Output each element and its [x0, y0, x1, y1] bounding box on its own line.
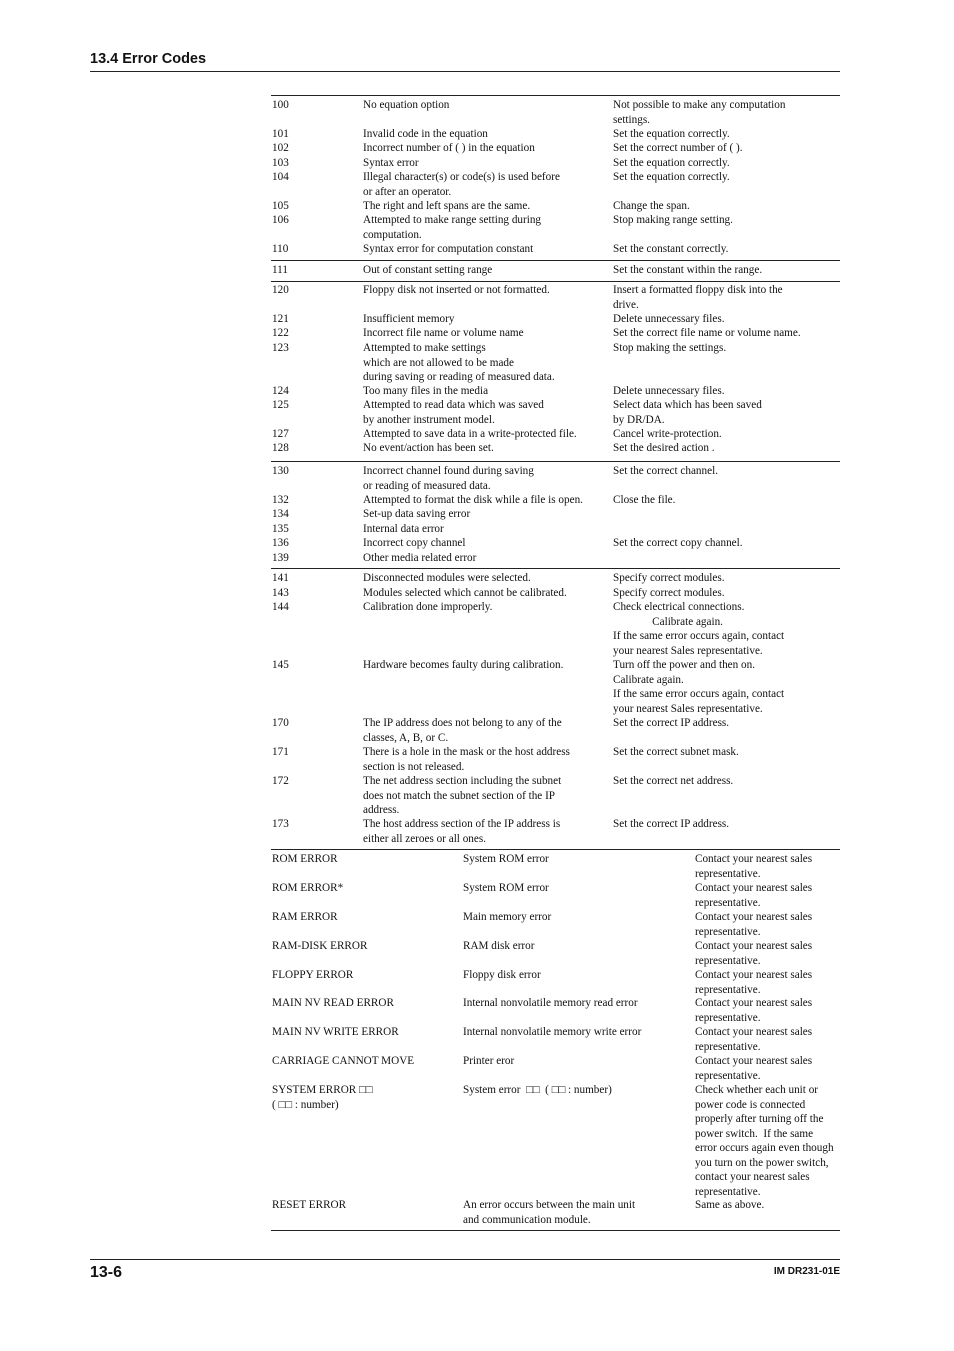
corrective-action: Contact your nearest sales representative.	[695, 853, 813, 880]
error-message: There is a hole in the mask or the host address section is not released.	[363, 746, 570, 773]
corrective-action: Not possible to make any computation settings.	[613, 99, 786, 126]
error-code: 139	[272, 552, 289, 564]
error-code: ROM ERROR*	[272, 882, 344, 894]
error-code: MAIN NV WRITE ERROR	[272, 1026, 399, 1038]
error-code: 132	[272, 494, 289, 506]
corrective-action: Contact your nearest sales representative.	[695, 1026, 813, 1053]
corrective-action: Same as above.	[695, 1199, 765, 1211]
corrective-action: Delete unnecessary files.	[613, 313, 725, 325]
corrective-action: Set the equation correctly.	[613, 128, 730, 140]
error-message: RAM disk error	[463, 940, 535, 952]
header-rule	[90, 71, 840, 72]
error-code: 136	[272, 537, 289, 549]
corrective-action: Check electrical connections. Calibrate again. If the same error occurs again, contact your nearest Sales representative.	[613, 601, 785, 657]
corrective-action: Set the correct subnet mask.	[613, 746, 739, 758]
error-message: Syntax error	[363, 157, 419, 169]
error-code: 170	[272, 717, 289, 729]
error-code: ROM ERROR	[272, 853, 338, 865]
corrective-action: Contact your nearest sales representative.	[695, 997, 813, 1024]
error-message: Attempted to format the disk while a file is open.	[363, 494, 583, 506]
error-message: An error occurs between the main unit and communication module.	[463, 1199, 636, 1226]
corrective-action: Set the correct file name or volume name.	[613, 327, 801, 339]
error-message: The net address section including the subnet does not match the subnet section of the IP address.	[363, 775, 562, 816]
error-code: 102	[272, 142, 289, 154]
error-code: 144	[272, 601, 289, 613]
error-message: The host address section of the IP address is either all zeroes or all ones.	[363, 818, 561, 845]
corrective-action: Set the equation correctly.	[613, 171, 730, 183]
error-code: 101	[272, 128, 289, 140]
error-code: CARRIAGE CANNOT MOVE	[272, 1055, 415, 1067]
corrective-action: Change the span.	[613, 200, 690, 212]
error-message: Disconnected modules were selected.	[363, 572, 531, 584]
error-code: 128	[272, 442, 289, 454]
error-section	[271, 464, 840, 569]
corrective-action: Set the correct copy channel.	[613, 537, 743, 549]
error-code: 127	[272, 428, 289, 440]
error-code: 123	[272, 342, 289, 354]
error-message: Insufficient memory	[363, 313, 455, 325]
corrective-action: Set the correct net address.	[613, 775, 734, 787]
corrective-action: Stop making the settings.	[613, 342, 727, 354]
error-code: 122	[272, 327, 289, 339]
corrective-action: Contact your nearest sales representative.	[695, 882, 813, 909]
error-code: 120	[272, 284, 289, 296]
error-code: 143	[272, 587, 289, 599]
corrective-action: Set the correct IP address.	[613, 717, 730, 729]
corrective-action: Check whether each unit or power code is connected properly after turning off the power switch. If the same error occurs again even though you turn on the power switch, contact your nearest sales representative.	[695, 1084, 834, 1198]
error-code: RAM ERROR	[272, 911, 338, 923]
error-code: RAM-DISK ERROR	[272, 940, 368, 952]
error-message: The right and left spans are the same.	[363, 200, 531, 212]
corrective-action: Stop making range setting.	[613, 214, 733, 226]
error-message: Internal nonvolatile memory read error	[463, 997, 638, 1009]
corrective-action: Cancel write-protection.	[613, 428, 722, 440]
error-message: Internal nonvolatile memory write error	[463, 1026, 642, 1038]
corrective-action: Set the correct channel.	[613, 465, 718, 477]
corrective-action: Select data which has been saved by DR/DA.	[613, 399, 762, 426]
corrective-action: Set the correct number of ( ).	[613, 142, 743, 154]
error-code: FLOPPY ERROR	[272, 969, 354, 981]
error-section	[271, 283, 840, 462]
error-message: Printer eror	[463, 1055, 515, 1067]
error-code: 111	[272, 264, 288, 276]
error-code: MAIN NV READ ERROR	[272, 997, 394, 1009]
corrective-action: Close the file.	[613, 494, 676, 506]
corrective-action: Set the desired action .	[613, 442, 715, 454]
error-code: 125	[272, 399, 289, 411]
error-section	[271, 263, 840, 282]
error-message: No equation option	[363, 99, 450, 111]
error-section	[271, 98, 840, 261]
error-code: 145	[272, 659, 289, 671]
error-message: Out of constant setting range	[363, 264, 493, 276]
error-message: Attempted to make settings which are not allowed to be made during saving or reading of measured data.	[363, 342, 555, 383]
error-section	[271, 852, 840, 1231]
error-message: System ROM error	[463, 882, 549, 894]
error-code: 106	[272, 214, 289, 226]
corrective-action: Specify correct modules.	[613, 572, 725, 584]
error-message: Incorrect channel found during saving or reading of measured data.	[363, 465, 534, 492]
document-id: IM DR231-01E	[773, 1266, 840, 1277]
corrective-action: Insert a formatted floppy disk into the drive.	[613, 284, 783, 311]
error-message: Set-up data saving error	[363, 508, 471, 520]
error-message: No event/action has been set.	[363, 442, 494, 454]
error-message: Main memory error	[463, 911, 552, 923]
error-message: Hardware becomes faulty during calibration.	[363, 659, 564, 671]
error-section	[271, 571, 840, 850]
error-message: Syntax error for computation constant	[363, 243, 534, 255]
error-message: Incorrect copy channel	[363, 537, 466, 549]
footer-rule	[90, 1259, 840, 1260]
error-code: 130	[272, 465, 289, 477]
error-message: Attempted to make range setting during computation.	[363, 214, 542, 241]
error-message: Modules selected which cannot be calibrated.	[363, 587, 567, 599]
corrective-action: Contact your nearest sales representative.	[695, 911, 813, 938]
error-message: System error □□ ( □□ : number)	[463, 1084, 612, 1096]
corrective-action: Specify correct modules.	[613, 587, 725, 599]
error-code: 173	[272, 818, 289, 830]
error-message: Incorrect file name or volume name	[363, 327, 524, 339]
error-message: Internal data error	[363, 523, 444, 535]
error-message: Other media related error	[363, 552, 477, 564]
error-code: 105	[272, 200, 289, 212]
error-message: Illegal character(s) or code(s) is used before or after an operator.	[363, 171, 560, 198]
error-code: 171	[272, 746, 289, 758]
corrective-action: Set the constant correctly.	[613, 243, 729, 255]
error-code: 110	[272, 243, 289, 255]
corrective-action: Turn off the power and then on. Calibrate again. If the same error occurs again, contact your nearest Sales representative.	[613, 659, 785, 715]
error-code: 104	[272, 171, 289, 183]
error-message: Calibration done improperly.	[363, 601, 493, 613]
error-code: RESET ERROR	[272, 1199, 347, 1211]
error-message: Attempted to read data which was saved by another instrument model.	[363, 399, 544, 426]
error-message: Invalid code in the equation	[363, 128, 488, 140]
corrective-action: Contact your nearest sales representative.	[695, 1055, 813, 1082]
error-message: Attempted to save data in a write-protected file.	[363, 428, 577, 440]
table-top-rule	[271, 95, 840, 96]
error-code: 172	[272, 775, 289, 787]
error-message: Incorrect number of ( ) in the equation	[363, 142, 535, 154]
corrective-action: Set the correct IP address.	[613, 818, 730, 830]
corrective-action: Contact your nearest sales representative.	[695, 969, 813, 996]
page-number: 13-6	[90, 1264, 123, 1281]
error-code: 121	[272, 313, 289, 325]
error-message: Floppy disk error	[463, 969, 541, 981]
corrective-action: Delete unnecessary files.	[613, 385, 725, 397]
error-code: 124	[272, 385, 289, 397]
corrective-action: Set the equation correctly.	[613, 157, 730, 169]
error-code: SYSTEM ERROR □□ ( □□ : number)	[272, 1084, 373, 1111]
error-code: 103	[272, 157, 289, 169]
section-title: 13.4 Error Codes	[90, 51, 207, 67]
corrective-action: Set the constant within the range.	[613, 264, 763, 276]
error-message: Floppy disk not inserted or not formatted.	[363, 284, 550, 296]
error-code: 100	[272, 99, 289, 111]
error-code: 134	[272, 508, 289, 520]
error-message: Too many files in the media	[363, 385, 489, 397]
error-message: The IP address does not belong to any of the classes, A, B, or C.	[363, 717, 562, 744]
error-message: System ROM error	[463, 853, 549, 865]
error-code: 135	[272, 523, 289, 535]
corrective-action: Contact your nearest sales representative.	[695, 940, 813, 967]
error-code: 141	[272, 572, 289, 584]
